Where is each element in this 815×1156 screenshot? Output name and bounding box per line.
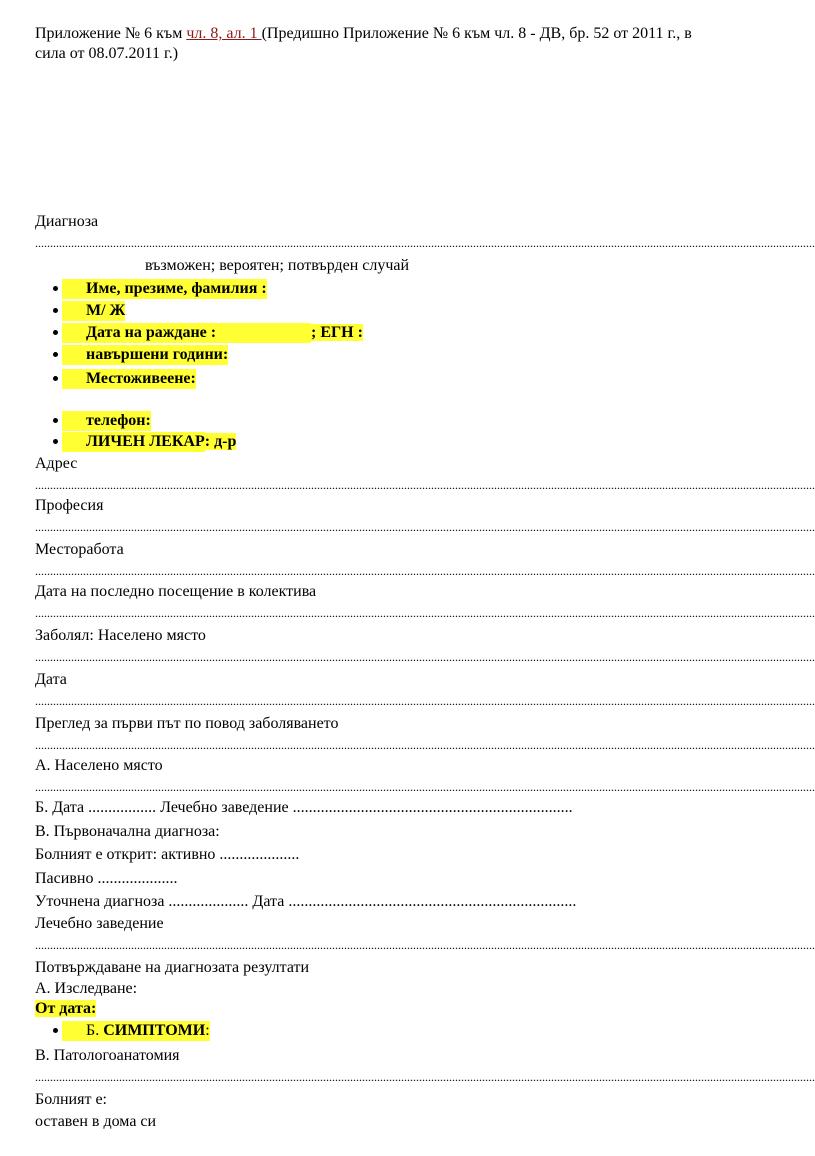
a-place-label: А. Населено място (35, 757, 163, 774)
bullet-sex: М/ Ж (62, 301, 125, 321)
date-dotted-line: .................................................................................................................................................................................................................................................................... (35, 694, 815, 708)
profession-dotted-line: .................................................................................................................................................................................................................................................................... (35, 520, 815, 534)
a-research-label: А. Изследване: (35, 980, 138, 997)
fell-ill-place-dotted-line: .................................................................................................................................................................................................................................................................... (35, 650, 815, 664)
fell-ill-place-label: Заболял: Населено място (35, 627, 206, 644)
workplace-label: Месторабота (35, 541, 124, 558)
bullet-doctor: ЛИЧЕН ЛЕКАР: д-р (62, 432, 236, 452)
pathology-dotted-line: .................................................................................................................................................................................................................................................................... (35, 1070, 815, 1084)
profession-label: Професия (35, 497, 104, 514)
first-exam-dotted-line: .................................................................................................................................................................................................................................................................... (35, 738, 815, 752)
b-date-line: Б. Дата ................. Лечебно заведение ...................................................................... (35, 799, 573, 816)
header-prefix: Приложение № 6 към (35, 25, 187, 42)
address-label: Адрес (35, 455, 78, 472)
diagnosis-label: Диагноза (35, 213, 99, 230)
from-date-label: От дата: (35, 1000, 97, 1017)
document-header (35, 24, 725, 64)
date-label: Дата (35, 671, 67, 688)
passive-line: Пасивно .................... (35, 870, 178, 887)
last-visit-label: Дата на последно посещение в колектива (35, 583, 317, 600)
article-link[interactable]: чл. 8, ал. 1 (186, 25, 262, 42)
header-suffix: (Предишно Приложение № 6 към чл. 8 - ДВ, бр. 52 от 2011 г., в сила от 08.07.2011 г.) (35, 25, 692, 62)
confirmation-label: Потвърждаване на диагнозата резултати (35, 959, 310, 976)
v-pathology-label: В. Патологоанатомия (35, 1047, 180, 1064)
bullet-residence: Местоживеене: (62, 369, 196, 389)
bullet-symptoms: Б. СИМПТОМИ: (62, 1021, 210, 1041)
bullet-dob: Дата на раждане : ; ЕГН : (62, 323, 363, 343)
last-visit-dotted-line: .................................................................................................................................................................................................................................................................... (35, 606, 815, 620)
v-initial-label: В. Първоначална диагноза: (35, 823, 220, 840)
patient-is-label: Болният е: (35, 1091, 107, 1108)
first-exam-label: Преглед за първи път по повод заболяването (35, 715, 339, 732)
left-home-label: оставен в дома си (35, 1113, 157, 1130)
bullet-name: Име, презиме, фамилия : (62, 279, 267, 299)
bullet-age: навършени години: (62, 345, 228, 365)
bullet-phone: телефон: (62, 411, 151, 431)
medical-facility-label: Лечебно заведение (35, 915, 164, 932)
found-active-line: Болният е открит: активно .................... (35, 846, 300, 863)
address-dotted-line: .................................................................................................................................................................................................................................................................... (35, 478, 815, 492)
diagnosis-dotted-line: .................................................................................................................................................................................................................................................................... (35, 236, 815, 250)
case-types: възможен; вероятен; потвърден случай (145, 257, 410, 274)
workplace-dotted-line: .................................................................................................................................................................................................................................................................... (35, 564, 815, 578)
refined-diagnosis-line: Уточнена диагноза .................... Дата ........................................................................ (35, 893, 577, 910)
a-place-dotted-line: .................................................................................................................................................................................................................................................................... (35, 780, 815, 794)
medical-facility-dotted-line: .................................................................................................................................................................................................................................................................... (35, 938, 815, 952)
